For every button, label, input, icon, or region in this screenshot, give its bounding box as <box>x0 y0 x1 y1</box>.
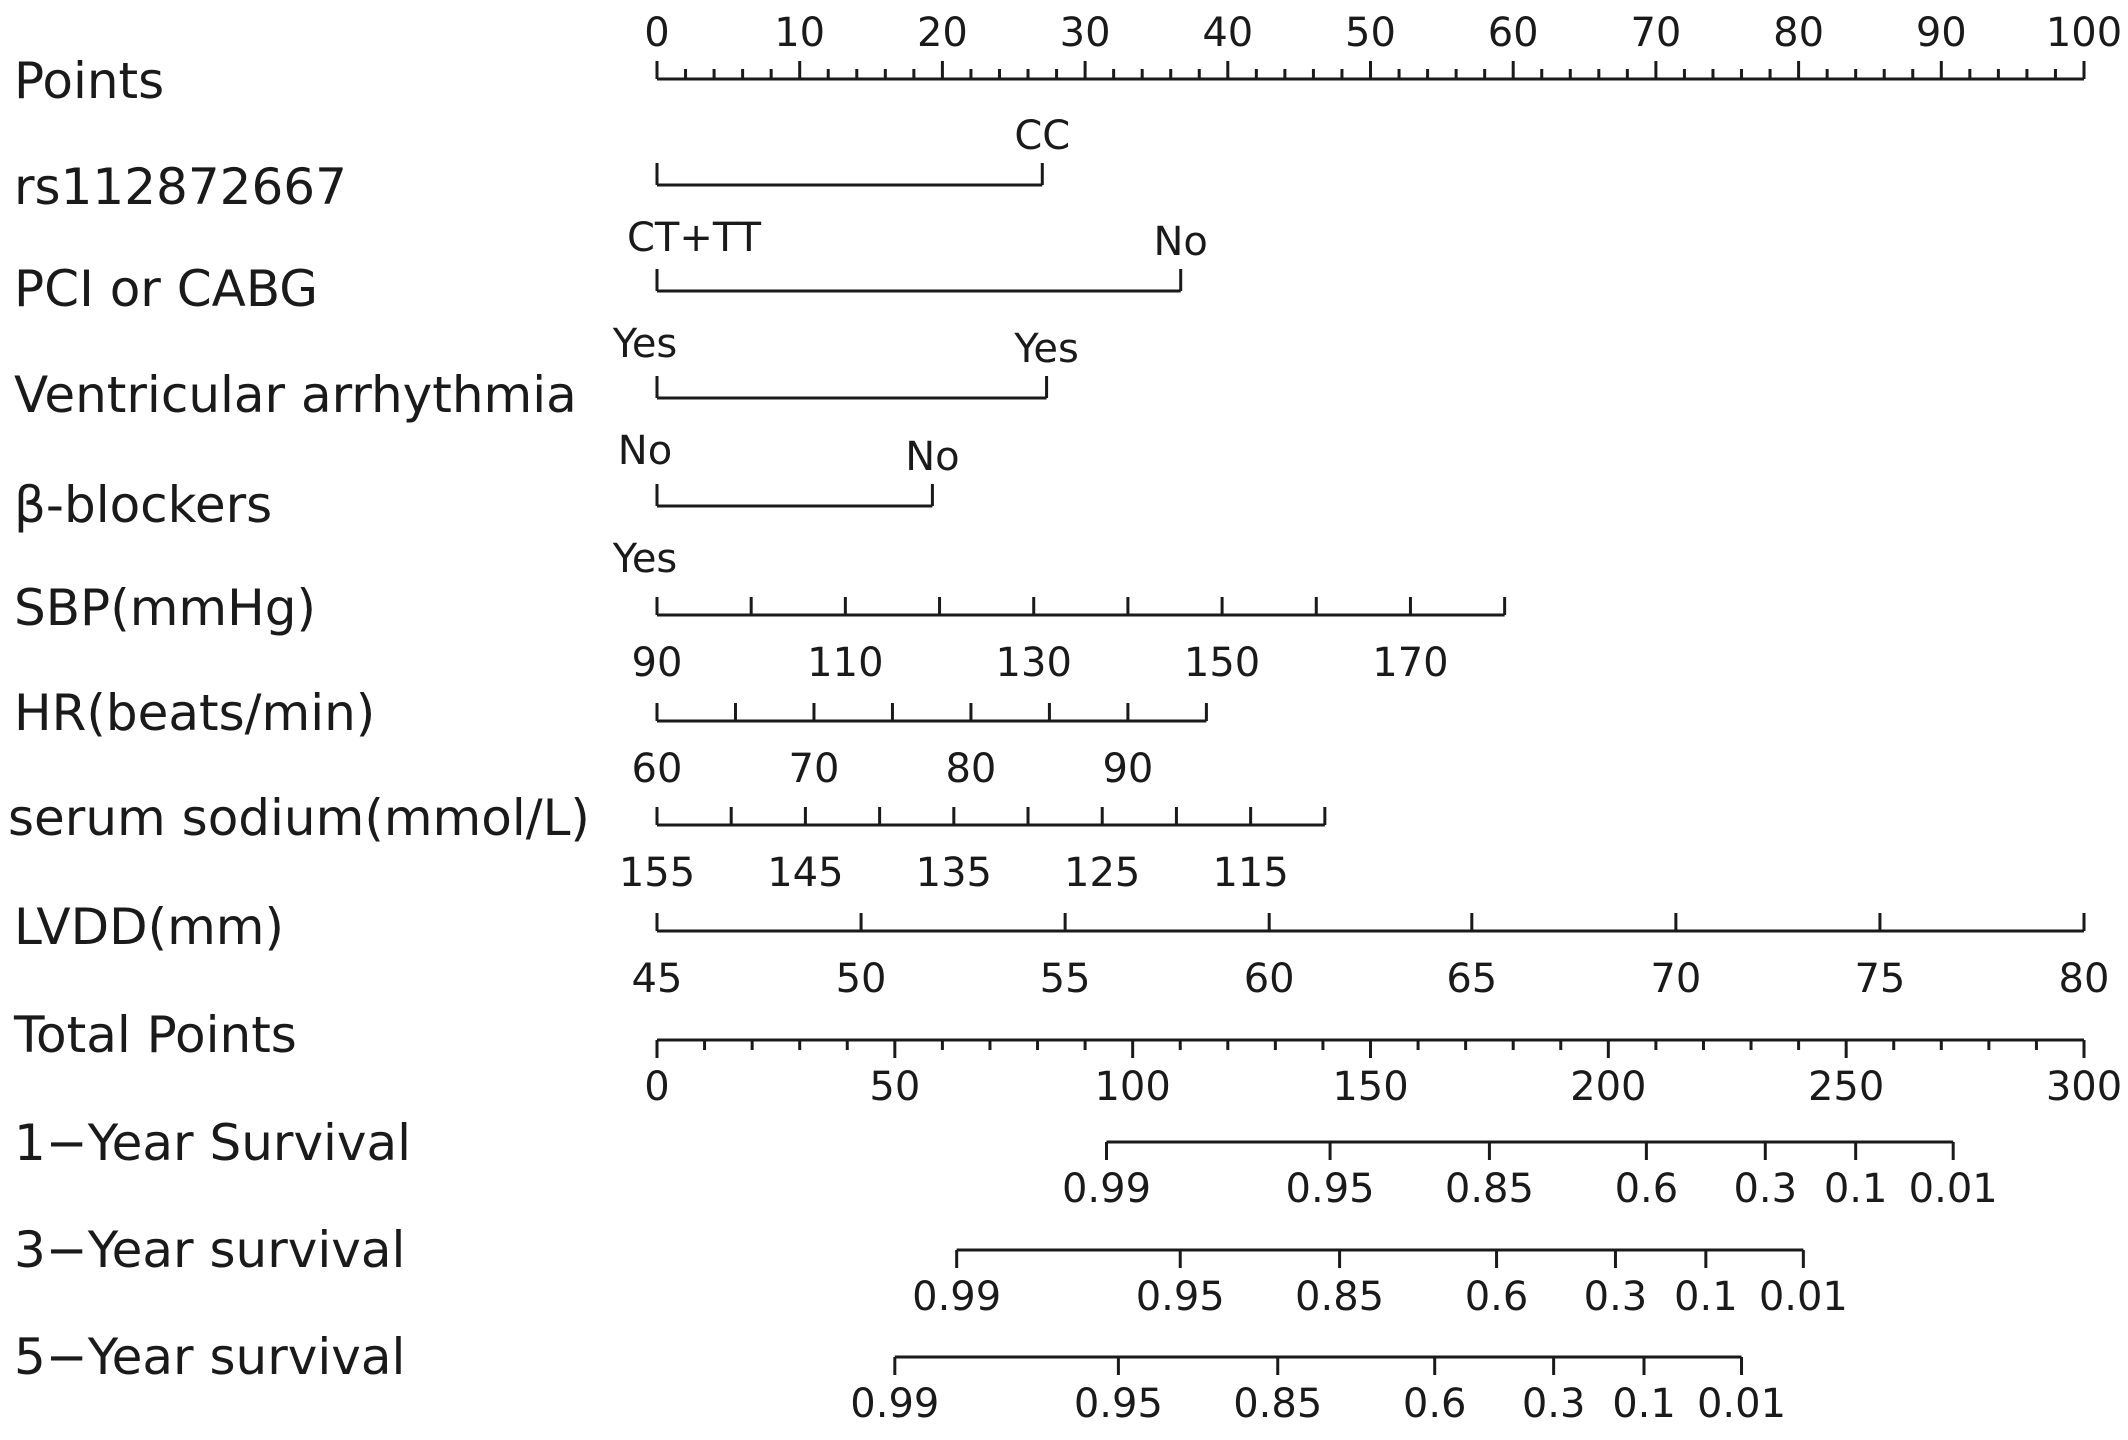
survival_5y-tick-label: 0.1 <box>1612 1381 1676 1427</box>
lvdd-tick-label: 80 <box>2058 956 2110 1002</box>
pci_cabg-level-label: Yes <box>612 321 678 367</box>
hr-tick-label: 80 <box>945 746 997 792</box>
beta_blockers-level-label: No <box>905 434 960 480</box>
total_points-tick-label: 0 <box>644 1064 670 1110</box>
ventricular_arrhythmia-level-label: No <box>617 428 673 474</box>
hr-tick-label: 90 <box>1102 746 1154 792</box>
points-tick-label: 70 <box>1630 10 1682 56</box>
survival_1y-tick-label: 0.6 <box>1614 1166 1679 1212</box>
lvdd-tick-label: 50 <box>835 956 887 1002</box>
survival_3y-tick-label: 0.6 <box>1464 1274 1529 1320</box>
points-tick-label: 40 <box>1202 10 1254 56</box>
row-label-survival_5y: 5−Year survival <box>14 1328 406 1386</box>
sbp-tick-label: 130 <box>995 640 1072 686</box>
total_points-tick-label: 50 <box>869 1064 921 1110</box>
row-label-sbp: SBP(mmHg) <box>14 579 316 637</box>
serum_sodium-tick-label: 115 <box>1212 850 1289 896</box>
points-tick-label: 100 <box>2045 10 2123 56</box>
total_points-tick-label: 150 <box>1332 1064 1409 1110</box>
row-label-serum_sodium: serum sodium(mmol/L) <box>8 789 590 847</box>
points-tick-label: 30 <box>1059 10 1111 56</box>
points-tick-label: 90 <box>1915 10 1967 56</box>
survival_3y-tick-label: 0.99 <box>912 1274 1002 1320</box>
sbp-tick-label: 150 <box>1183 640 1261 686</box>
survival_1y-tick-label: 0.1 <box>1823 1166 1888 1212</box>
survival_1y-tick-label: 0.01 <box>1908 1166 1998 1212</box>
survival_1y-tick-label: 0.95 <box>1285 1166 1375 1212</box>
serum_sodium-tick-label: 155 <box>618 850 696 896</box>
points-tick-label: 20 <box>916 10 968 56</box>
survival_3y-tick-label: 0.95 <box>1135 1274 1225 1320</box>
lvdd-tick-label: 65 <box>1446 956 1498 1002</box>
pci_cabg-level-label: No <box>1153 219 1208 265</box>
rs112872667-level-label: CC <box>1014 113 1071 159</box>
survival_3y-tick-label: 0.1 <box>1674 1274 1738 1320</box>
points-tick-label: 0 <box>644 10 670 56</box>
survival_1y-tick-label: 0.3 <box>1733 1166 1798 1212</box>
hr-tick-label: 60 <box>631 746 683 792</box>
lvdd-tick-label: 70 <box>1650 956 1702 1002</box>
row-label-hr: HR(beats/min) <box>14 684 376 742</box>
ventricular_arrhythmia-level-label: Yes <box>1014 326 1079 372</box>
row-label-points: Points <box>14 52 165 110</box>
points-tick-label: 80 <box>1773 10 1825 56</box>
serum_sodium-tick-label: 145 <box>767 850 844 896</box>
row-label-pci_cabg: PCI or CABG <box>14 260 319 318</box>
points-tick-label: 10 <box>774 10 826 56</box>
row-label-ventricular_arrhythmia: Ventricular arrhythmia <box>14 366 577 424</box>
sbp-tick-label: 90 <box>631 640 683 686</box>
row-label-beta_blockers: β-blockers <box>14 476 273 534</box>
survival_1y-tick-label: 0.85 <box>1444 1166 1534 1212</box>
survival_5y-tick-label: 0.6 <box>1402 1381 1467 1427</box>
row-label-survival_1y: 1−Year Survival <box>14 1114 412 1172</box>
beta_blockers-level-label: Yes <box>612 536 678 582</box>
row-label-survival_3y: 3−Year survival <box>14 1221 406 1279</box>
survival_5y-tick-label: 0.3 <box>1521 1381 1586 1427</box>
rs112872667-level-label: CT+TT <box>627 215 762 261</box>
lvdd-tick-label: 60 <box>1243 956 1295 1002</box>
row-label-total_points: Total Points <box>14 1006 297 1064</box>
survival_3y-tick-label: 0.85 <box>1295 1274 1385 1320</box>
points-tick-label: 60 <box>1487 10 1539 56</box>
survival_3y-tick-label: 0.3 <box>1583 1274 1648 1320</box>
row-label-rs112872667: rs112872667 <box>14 158 347 216</box>
points-tick-label: 50 <box>1345 10 1396 56</box>
hr-tick-label: 70 <box>788 746 840 792</box>
sbp-tick-label: 170 <box>1372 640 1449 686</box>
survival_3y-tick-label: 0.01 <box>1758 1274 1848 1320</box>
survival_1y-tick-label: 0.99 <box>1061 1166 1152 1212</box>
total_points-tick-label: 250 <box>1807 1064 1885 1110</box>
serum_sodium-tick-label: 135 <box>915 850 992 896</box>
survival_5y-tick-label: 0.99 <box>850 1381 940 1427</box>
survival_5y-tick-label: 0.95 <box>1073 1381 1163 1427</box>
survival_5y-tick-label: 0.01 <box>1696 1381 1787 1427</box>
row-label-lvdd: LVDD(mm) <box>14 898 284 956</box>
total_points-tick-label: 200 <box>1570 1064 1647 1110</box>
lvdd-tick-label: 55 <box>1039 956 1091 1002</box>
total_points-tick-label: 300 <box>2045 1064 2123 1110</box>
lvdd-tick-label: 75 <box>1854 956 1906 1002</box>
sbp-tick-label: 110 <box>807 640 884 686</box>
lvdd-tick-label: 45 <box>631 956 683 1002</box>
survival_5y-tick-label: 0.85 <box>1233 1381 1323 1427</box>
total_points-tick-label: 100 <box>1094 1064 1171 1110</box>
serum_sodium-tick-label: 125 <box>1064 850 1141 896</box>
